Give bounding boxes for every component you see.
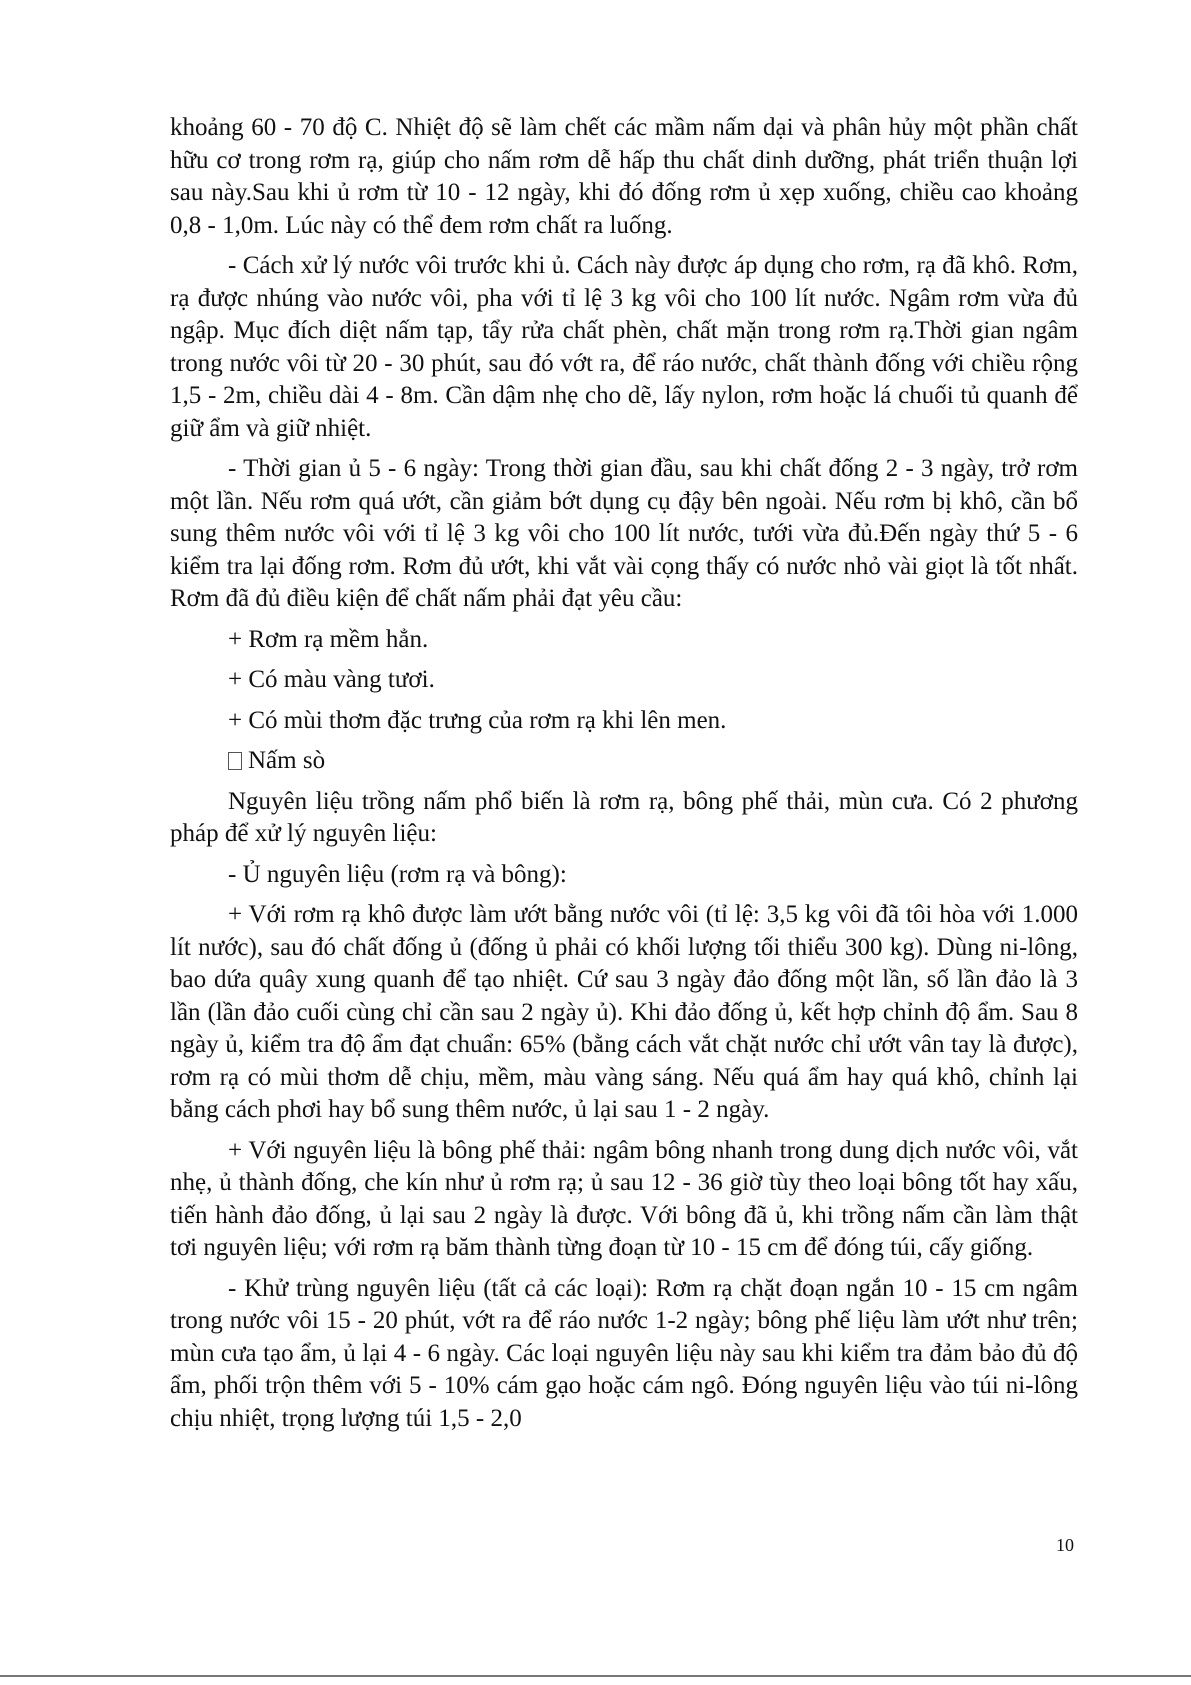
paragraph-composting-time: - Thời gian ủ 5 - 6 ngày: Trong thời gian đầu, sau khi chất đống 2 - 3 ngày, trở rơm một lần. Nếu rơm quá ướt, cần giảm bớt dụng cụ đậy bên ngoài. Nếu rơm bị khô, cần bổ sung thêm nước vôi với tỉ lệ 3 kg vôi cho 100 lít nước, tưới vừa đủ.Đến ngày thứ 5 - 6 kiểm tra lại đống rơm. Rơm đủ ướt, khi vắt vài cọng thấy có nước nhỏ vài giọt là tốt nhất. Rơm đã đủ điều kiện để chất nấm phải đạt yêu cầu: xyxy=(170,455,1078,612)
paragraph-raw-materials: Nguyên liệu trồng nấm phổ biến là rơm rạ, bông phế thải, mùn cưa. Có 2 phương pháp để xử lý nguyên liệu: xyxy=(170,787,1078,847)
paragraph-sterilization-method: - Khử trùng nguyên liệu (tất cả các loại): Rơm rạ chặt đoạn ngắn 10 - 15 cm ngâm trong nước vôi 15 - 20 phút, vớt ra để ráo nước 1-2 ngày; bông phế liệu làm ướt như trên; mùn cưa tạo ẩm, ủ lại 4 - 6 ngày. Các loại nguyên liệu này sau khi kiểm tra đảm bảo đủ độ ẩm, phối trộn thêm với 5 - 10% cám gạo hoặc cám ngô. Đóng nguyên liệu vào túi ni-lông chịu nhiệt, trọng lượng túi 1,5 - 2,0 xyxy=(170,1274,1078,1432)
page-number: 10 xyxy=(1056,1535,1074,1555)
section-heading-text: Nấm sò xyxy=(248,747,326,774)
square-bullet-icon xyxy=(228,752,242,770)
paragraph-composting-materials-heading: - Ủ nguyên liệu (rơm rạ và bông): xyxy=(228,860,567,888)
list-item-straw-soft: + Rơm rạ mềm hẳn. xyxy=(228,625,429,653)
paragraph-cotton-waste-method: + Với nguyên liệu là bông phế thải: ngâm bông nhanh trong dung dịch nước vôi, vắt nhẹ, ủ thành đống, che kín như ủ rơm rạ; ủ sau 12 - 36 giờ tùy theo loại bông tốt hay xấu, tiến hành đảo đống, ủ lại sau 2 ngày là được. Với bông đã ủ, khi trồng nấm cần làm thật tơi nguyên liệu; với rơm rạ băm thành từng đoạn từ 10 - 15 cm để đóng túi, cấy giống. xyxy=(170,1136,1078,1261)
paragraph-composting-continued: khoảng 60 - 70 độ C. Nhiệt độ sẽ làm chết các mầm nấm dại và phân hủy một phần chất hữu cơ trong rơm rạ, giúp cho nấm rơm dễ hấp thu chất dinh dưỡng, phát triển thuận lợi sau này.Sau khi ủ rơm từ 10 - 12 ngày, khi đó đống rơm ủ xẹp xuống, chiều cao khoảng 0,8 - 1,0m. Lúc này có thể đem rơm chất ra luống. xyxy=(170,114,1078,239)
paragraph-lime-water-treatment: - Cách xử lý nước vôi trước khi ủ. Cách này được áp dụng cho rơm, rạ đã khô. Rơm, rạ được nhúng vào nước vôi, pha với tỉ lệ 3 kg vôi cho 100 lít nước. Ngâm rơm vừa đủ ngập. Mục đích diệt nấm tạp, tẩy rửa chất phèn, chất mặn trong rơm rạ.Thời gian ngâm trong nước vôi từ 20 - 30 phút, sau đó vớt ra, để ráo nước, chất thành đống với chiều rộng 1,5 - 2m, chiều dài 4 - 8m. Cần dậm nhẹ cho dẽ, lấy nylon, rơm hoặc lá chuối tủ quanh để giữ ẩm và giữ nhiệt. xyxy=(170,252,1078,442)
section-heading-oyster-mushroom xyxy=(170,745,1078,778)
paragraph-dry-straw-method: + Với rơm rạ khô được làm ướt bằng nước vôi (tỉ lệ: 3,5 kg vôi đã tôi hòa với 1.000 lít nước), sau đó chất đống ủ (đống ủ phải có khối lượng tối thiểu 300 kg). Dùng ni-lông, bao dứa quây xung quanh để tạo nhiệt. Cứ sau 3 ngày đảo đống một lần, số lần đảo là 3 lần (lần đảo cuối cùng chỉ cần sau 2 ngày ủ). Khi đảo đống ủ, kết hợp chỉnh độ ẩm. Sau 8 ngày ủ, kiểm tra độ ẩm đạt chuẩn: 65% (bằng cách vắt chặt nước chỉ ướt vân tay là được), rơm rạ có mùi thơm dễ chịu, mềm, màu vàng sáng. Nếu quá ẩm hay quá khô, chỉnh lại bằng cách phơi hay bổ sung thêm nước, ủ lại sau 1 - 2 ngày. xyxy=(170,901,1078,1123)
page-body xyxy=(170,112,1078,1443)
list-item-fermented-smell: + Có mùi thơm đặc trưng của rơm rạ khi lên men. xyxy=(228,706,727,734)
bottom-divider xyxy=(0,1675,1191,1677)
list-item-fresh-yellow: + Có màu vàng tươi. xyxy=(228,666,435,693)
